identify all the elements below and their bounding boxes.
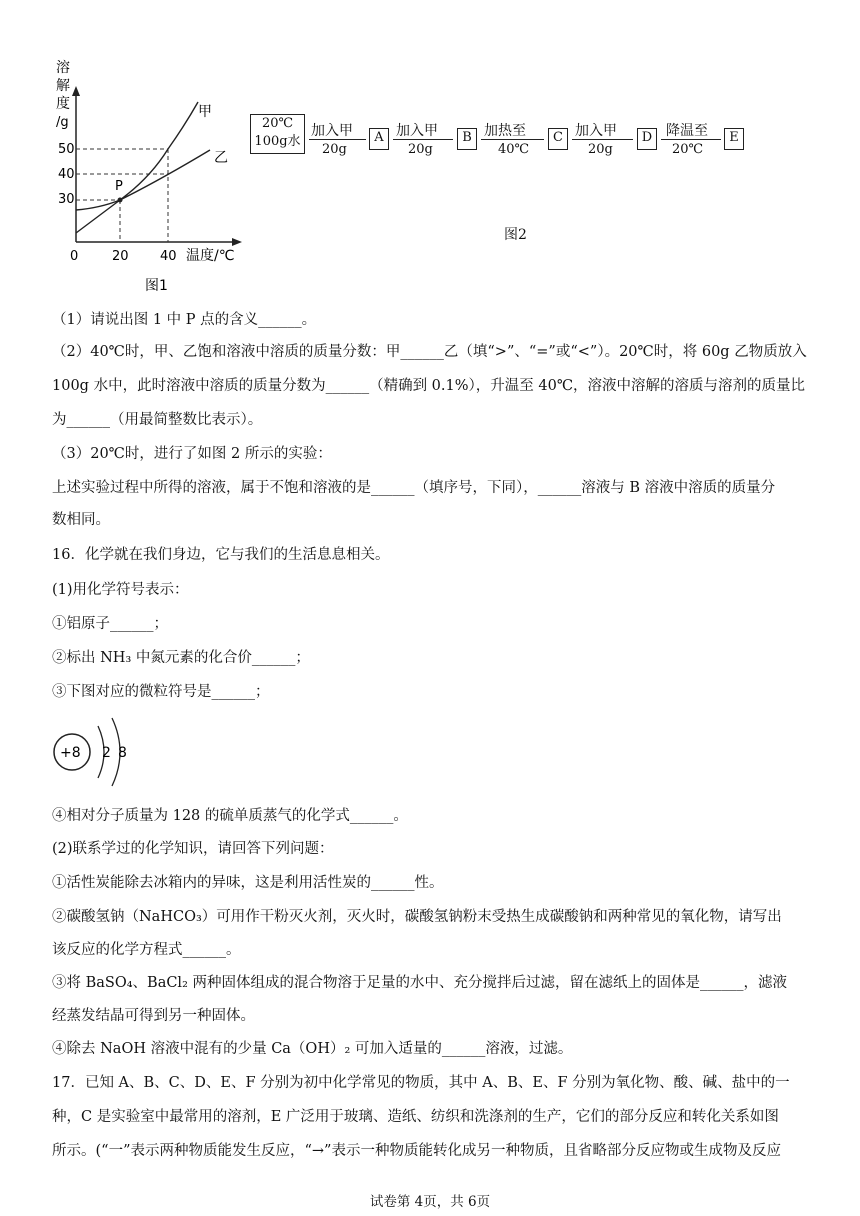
y-axis-label-char: /g: [56, 115, 69, 130]
page-footer: 试卷第 4页，共 6页: [369, 1194, 491, 1210]
question-line: ①活性炭能除去冰箱内的异味，这是利用活性炭的______性。: [52, 875, 444, 891]
question-line: 为______（用最简整数比表示）。: [52, 412, 263, 428]
question-line: 17．已知 A、B、C、D、E、F 分别为初中化学常见的物质，其中 A、B、E、F 分别为氧化物、酸、碱、盐中的一: [52, 1075, 790, 1091]
question-line: (2)联系学过的化学知识，请回答下列问题：: [52, 841, 334, 857]
question-line: (1)用化学符号表示：: [52, 582, 189, 598]
atom-structure-diagram: [48, 712, 138, 794]
result-box: A: [369, 128, 389, 150]
step-arrow: [572, 139, 633, 140]
x-tick: 0: [70, 249, 79, 264]
x-axis-label: 温度/℃: [186, 248, 235, 264]
step-amount: 20℃: [672, 142, 704, 157]
curve-yi-label: 乙: [214, 150, 228, 166]
point-p-label: P: [115, 179, 123, 194]
curve-jia-label: 甲: [198, 104, 212, 120]
step-label: 加入甲: [575, 123, 617, 139]
step-label: 加入甲: [396, 123, 438, 139]
y-tick: 30: [58, 192, 75, 207]
question-line: ④除去 NaOH 溶液中混有的少量 Ca（OH）₂ 可加入适量的______溶液，过滤。: [52, 1041, 573, 1057]
x-tick: 40: [160, 249, 177, 264]
y-axis-label-char: 溶: [56, 60, 70, 76]
question-line: ④相对分子质量为 128 的硫单质蒸气的化学式______。: [52, 808, 408, 824]
step-arrow: [309, 139, 366, 140]
step-label: 降温至: [666, 123, 708, 139]
question-line: （2）40℃时，甲、乙饱和溶液中溶质的质量分数：甲______乙（填“>”、“=”或“<”）。20℃时，将 60g 乙物质放入: [52, 344, 807, 360]
figure2-caption: 图2: [504, 227, 527, 243]
question-line: 种，C 是实验室中最常用的溶剂，E 广泛用于玻璃、造纸、纺织和洗涤剂的生产，它们的部分反应和转化关系如图: [52, 1109, 779, 1125]
step-arrow: [481, 139, 544, 140]
question-line: 16．化学就在我们身边，它与我们的生活息息相关。: [52, 547, 390, 563]
result-box: C: [548, 128, 568, 150]
start-box: [250, 114, 305, 154]
step-amount: 20g: [408, 142, 433, 157]
step-label: 加热至: [484, 123, 526, 139]
step-amount: 40℃: [498, 142, 530, 157]
y-axis-label-char: 解: [56, 78, 70, 94]
shell-electrons: 2: [102, 745, 111, 761]
question-line: 100g 水中，此时溶液中溶质的质量分数为______（精确到 0.1%），升温至 40℃，溶液中溶解的溶质与溶剂的质量比: [52, 378, 806, 394]
result-box: B: [457, 128, 477, 150]
question-line: 该反应的化学方程式______。: [52, 942, 241, 958]
step-label: 加入甲: [311, 123, 353, 139]
question-line: 数相同。: [52, 512, 110, 528]
x-tick: 20: [112, 249, 129, 264]
y-tick: 50: [58, 142, 75, 157]
y-axis-arrow: [72, 86, 80, 96]
question-line: ②碳酸氢钠（NaHCO₃）可用作干粉灭火剂，灭火时，碳酸氢钠粉末受热生成碳酸钠和两种常见的氧化物，请写出: [52, 909, 782, 925]
nucleus-charge: +8: [60, 745, 81, 761]
step-amount: 20g: [322, 142, 347, 157]
question-line: （1）请说出图 1 中 P 点的含义______。: [52, 312, 317, 328]
question-line: 经蒸发结晶可得到另一种固体。: [52, 1008, 255, 1024]
step-amount: 20g: [588, 142, 613, 157]
start-temp: 20℃: [261, 116, 294, 131]
figure2-flow-diagram: [250, 112, 750, 252]
point-p: [118, 198, 123, 203]
step-arrow: [393, 139, 453, 140]
step-arrow: [661, 139, 721, 140]
question-line: 所示。(“一”表示两种物质能发生反应，“→”表示一种物质能转化成另一种物质，且省略部分反应物或生成物及反应: [52, 1143, 781, 1159]
result-box: D: [637, 128, 657, 150]
figure1-caption: 图1: [145, 278, 168, 294]
shell-electrons: 8: [118, 745, 127, 761]
question-line: ①铝原子______；: [52, 616, 168, 632]
question-line: （3）20℃时，进行了如图 2 所示的实验：: [52, 446, 332, 462]
question-line: ③将 BaSO₄、BaCl₂ 两种固体组成的混合物溶于足量的水中、充分搅拌后过滤，留在滤纸上的固体是______，滤液: [52, 975, 787, 991]
result-box: E: [724, 128, 744, 150]
question-line: ②标出 NH₃ 中氮元素的化合价______；: [52, 650, 310, 666]
y-tick: 40: [58, 167, 75, 182]
question-line: 上述实验过程中所得的溶液，属于不饱和溶液的是______（填序号，下同），______溶液与 B 溶液中溶质的质量分: [52, 480, 776, 496]
x-axis-arrow: [232, 238, 242, 246]
start-water: 100g水: [254, 134, 301, 149]
figure1-solubility-chart: [40, 50, 250, 300]
question-line: ③下图对应的微粒符号是______；: [52, 684, 270, 700]
y-axis-label-char: 度: [56, 96, 70, 112]
